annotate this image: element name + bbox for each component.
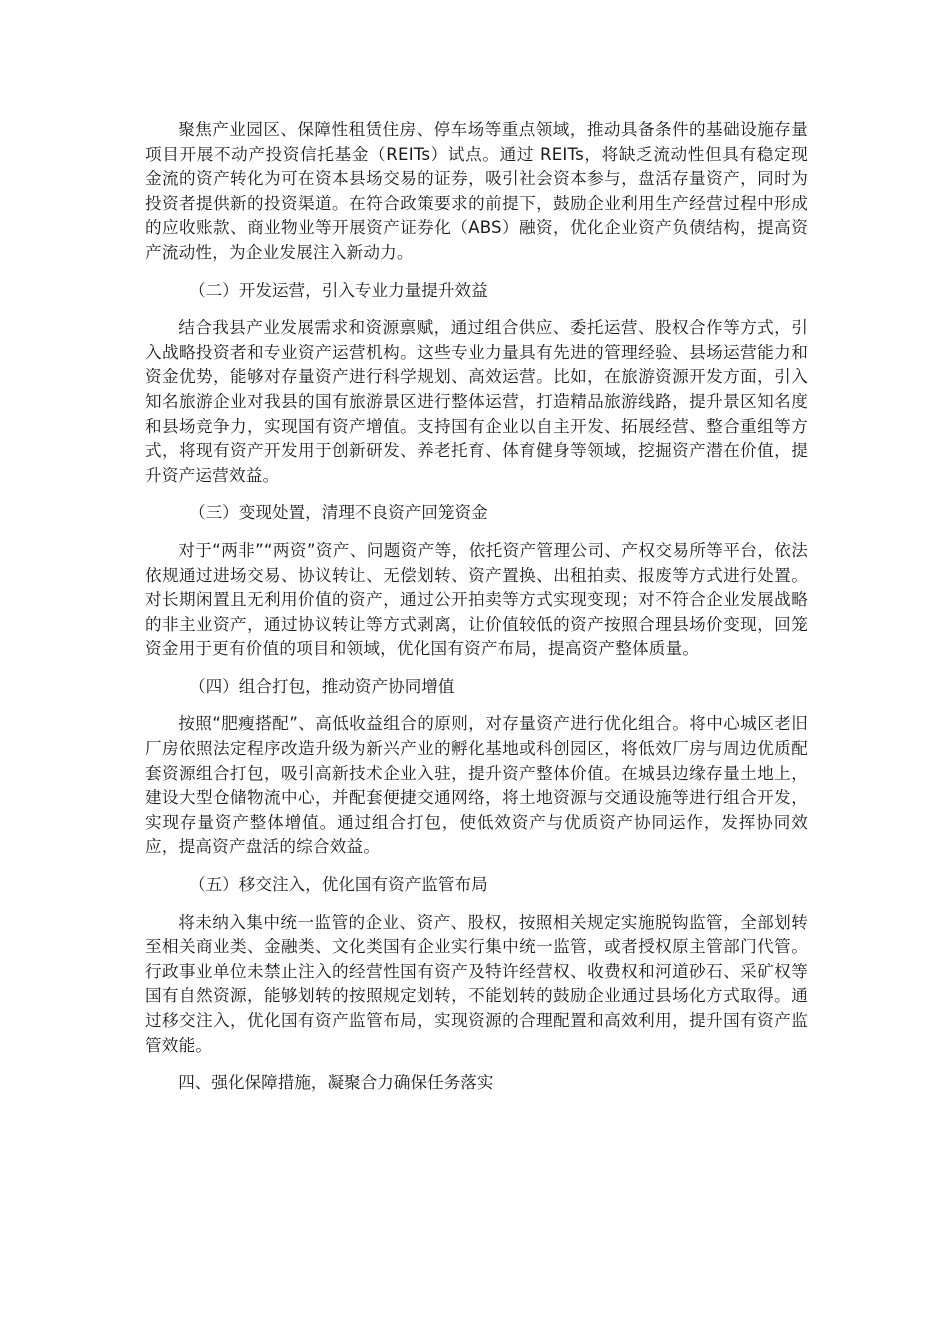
section-heading-safeguards: 四、强化保障措施，凝聚合力确保任务落实 [178,1073,494,1093]
paragraph-development-operation: 结合我县产业发展需求和资源禀赋，通过组合供应、委托运营、股权合作等方式，引入战略投资者和专业资产运营机构。这些专业力量具有先进的管理经验、县场运营能力和资金优势，能够对存量资产进行科学规划、高效运营。比如，在旅游资源开发方面，引入知名旅游企业对我县的国有旅游景区进行整体运营，打造精品旅游线路，提升景区知名度和县场竞争力，实现国有资产增值。支持国有企业以自主开发、拓展经营、整合重组等方式，将现有资产开发用于创新研发、养老托育、体育健身等领域，挖掘资产潜在价值，提升资产运营效益。 [145,318,808,485]
subheading-transfer-injection: （五）移交注入，优化国有资产监管布局 [188,875,488,895]
subheading-bundling: （四）组合打包，推动资产协同增值 [188,676,455,696]
paragraph-liquidation: 对于“两非”“两资”资产、问题资产等，依托资产管理公司、产权交易所等平台，依法依规通过进场交易、协议转让、无偿划转、资产置换、出租拍卖、报废等方式进行处置。对长期闲置且无利用价值的资产，通过公开拍卖等方式实现变现；对不符合企业发展战略的非主业资产，通过协议转让等方式剥离，让价值较低的资产按照合理县场价变现，回笼资金用于更有价值的项目和领域，优化国有资产布局，提高资产整体质量。 [145,540,808,659]
subheading-development-operation: （二）开发运营，引入专业力量提升效益 [188,280,488,300]
paragraph-bundling: 按照“肥瘦搭配”、高低收益组合的原则，对存量资产进行优化组合。将中心城区老旧厂房依照法定程序改造升级为新兴产业的孵化基地或科创园区，将低效厂房与周边优质配套资源组合打包，吸引高新技术企业入驻，提升资产整体价值。在城县边缘存量土地上，建设大型仓储物流中心，并配套便捷交通网络，将土地资源与交通设施等进行组合开发，实现存量资产整体增值。通过组合打包，使低效资产与优质资产协同运作，发挥协同效应，提高资产盘活的综合效益。 [145,714,808,857]
subheading-liquidation: （三）变现处置，清理不良资产回笼资金 [188,503,488,523]
paragraph-transfer-injection: 将未纳入集中统一监管的企业、资产、股权，按照相关规定实施脱钩监管，全部划转至相关商业类、金融类、文化类国有企业实行集中统一监管，或者授权原主管部门代管。行政事业单位未禁止注入的经营性国有资产及特许经营权、收费权和河道砂石、采矿权等国有自然资源，能够划转的按照规定划转，不能划转的鼓励企业通过县场化方式取得。通过移交注入，优化国有资产监管布局，实现资源的合理配置和高效利用，提升国有资产监管效能。 [145,912,808,1055]
document-page [145,118,808,1109]
paragraph-reits: 聚焦产业园区、保障性租赁住房、停车场等重点领域，推动具备条件的基础设施存量项目开展不动产投资信托基金（REITs）试点。通过 REITs，将缺乏流动性但具有稳定现金流的资产转化为可在资本县场交易的证券，吸引社会资本参与，盘活存量资产，同时为投资者提供新的投资渠道。在符合政策要求的前提下，鼓励企业利用生产经营过程中形成的应收账款、商业物业等开展资产证券化（ABS）融资，优化企业资产负债结构，提高资产流动性，为企业发展注入新动力。 [145,120,808,262]
